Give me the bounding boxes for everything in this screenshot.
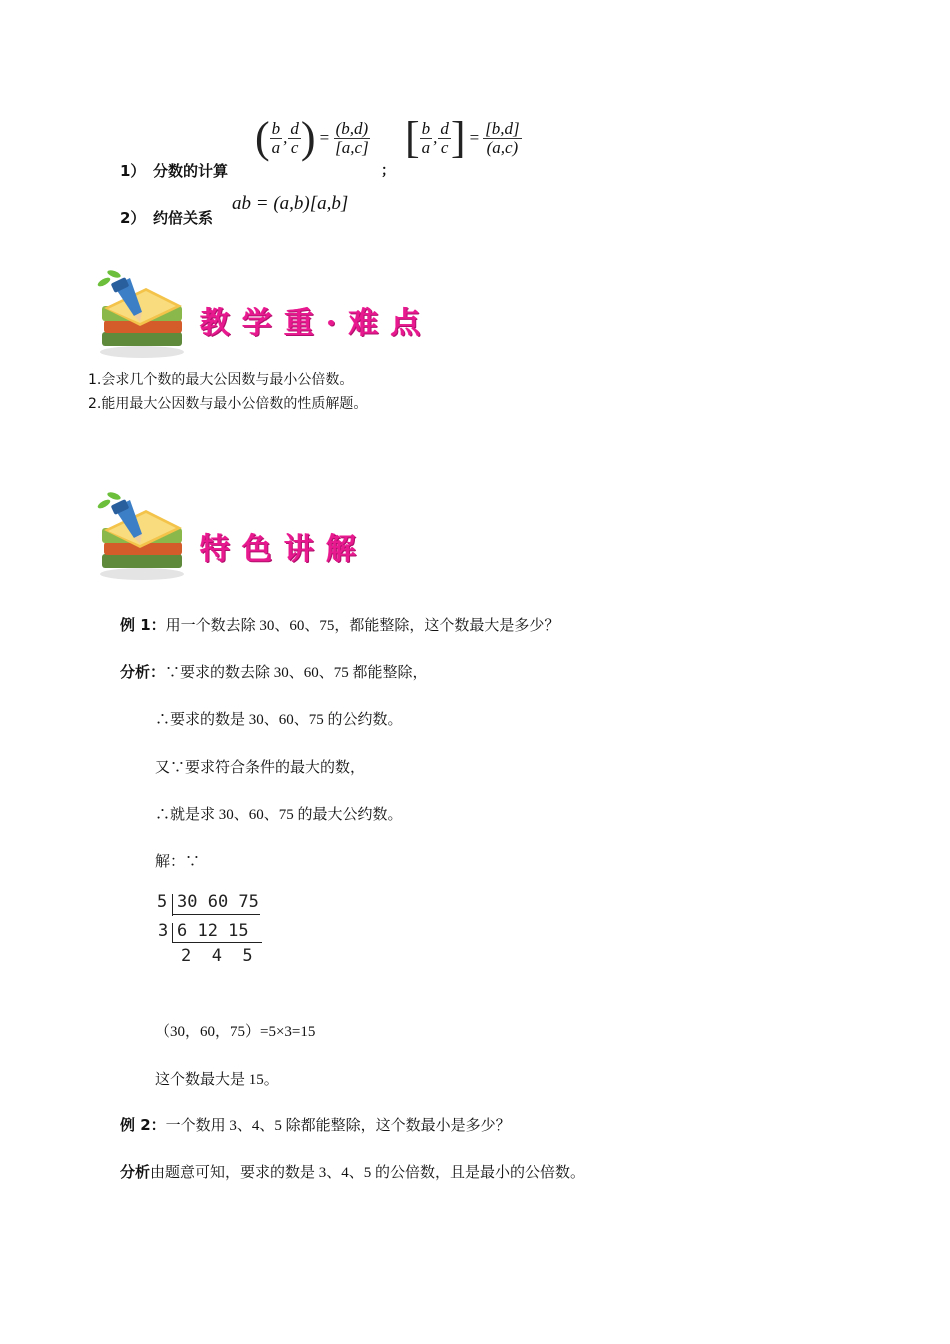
example-1-question-line <box>120 614 559 635</box>
fraction-gcd-formula: ( $\frac{b}{a}$ , $\frac{d}{c}$ ) = $\frac{(b,d)}{[a,c]}$ <box>255 113 369 162</box>
formula-separator: ； <box>381 163 395 179</box>
key-point-item: 1.会求几个数的最大公因数与最小公倍数。 <box>88 372 354 388</box>
key-point-item: 2.能用最大公因数与最小公倍数的性质解题。 <box>88 396 368 412</box>
divisor: 3 <box>158 921 169 941</box>
gcd-lcm-relation-formula: ab = (a,b)[a,b] <box>232 193 349 214</box>
key-points-list <box>88 368 367 416</box>
analysis-label: 分析： <box>120 663 166 681</box>
dividend-row: 6 12 15 <box>177 921 249 941</box>
formula-item-2-label: 约倍关系 <box>153 209 214 227</box>
analysis-line: 又∵要求符合条件的最大的数， <box>155 760 366 776</box>
division-bracket <box>172 923 173 943</box>
gcd-result-line: （30，60，75）=5×3=15 <box>155 1024 316 1040</box>
quotient-row: 2 4 5 <box>181 946 253 966</box>
books-pencil-icon <box>90 490 190 582</box>
division-line <box>172 914 260 915</box>
example-1-label: 例 1： <box>120 616 166 634</box>
analysis-line: ∴就是求 30、60、75 的最大公约数。 <box>155 807 403 823</box>
section-title-key-points: 教学重·难点 <box>200 306 433 341</box>
analysis-text: 由题意可知，要求的数是 3、4、5 的公倍数，且是最小的公倍数。 <box>150 1165 586 1181</box>
analysis-text: ∵要求的数去除 30、60、75 都能整除， <box>165 665 428 681</box>
dividend-row: 30 60 75 <box>177 892 259 912</box>
solution-label: 解：∵ <box>155 854 201 870</box>
analysis-line: ∴要求的数是 30、60、75 的公约数。 <box>155 712 403 728</box>
example-2-label: 例 2： <box>120 1116 166 1134</box>
analysis-label: 分析 <box>120 1163 151 1181</box>
example-2-analysis-line <box>120 1161 585 1182</box>
divisor: 5 <box>157 892 168 912</box>
books-pencil-icon <box>90 268 190 360</box>
division-bracket <box>172 894 173 916</box>
formula-item-1-number: 1） <box>120 162 146 180</box>
fraction-lcm-formula: [ $\frac{b}{a}$ , $\frac{d}{c}$ ] = $\frac{[b,d]}{(a,c)}$ <box>405 113 520 162</box>
example-2-question-line <box>120 1114 511 1135</box>
section-title-featured-explanation: 特色讲解 <box>200 532 368 567</box>
example-1-question: 用一个数去除 30、60、75，都能整除，这个数最大是多少？ <box>165 618 560 634</box>
example-1-answer: 这个数最大是 15。 <box>155 1072 279 1088</box>
example-1-analysis-line <box>120 661 428 682</box>
formula-item-1-label: 分数的计算 <box>153 162 229 180</box>
formula-item-2-number: 2） <box>120 209 146 227</box>
example-2-question: 一个数用 3、4、5 除都能整除，这个数最小是多少？ <box>165 1118 511 1134</box>
short-division-diagram <box>155 890 275 970</box>
division-line <box>172 942 262 943</box>
